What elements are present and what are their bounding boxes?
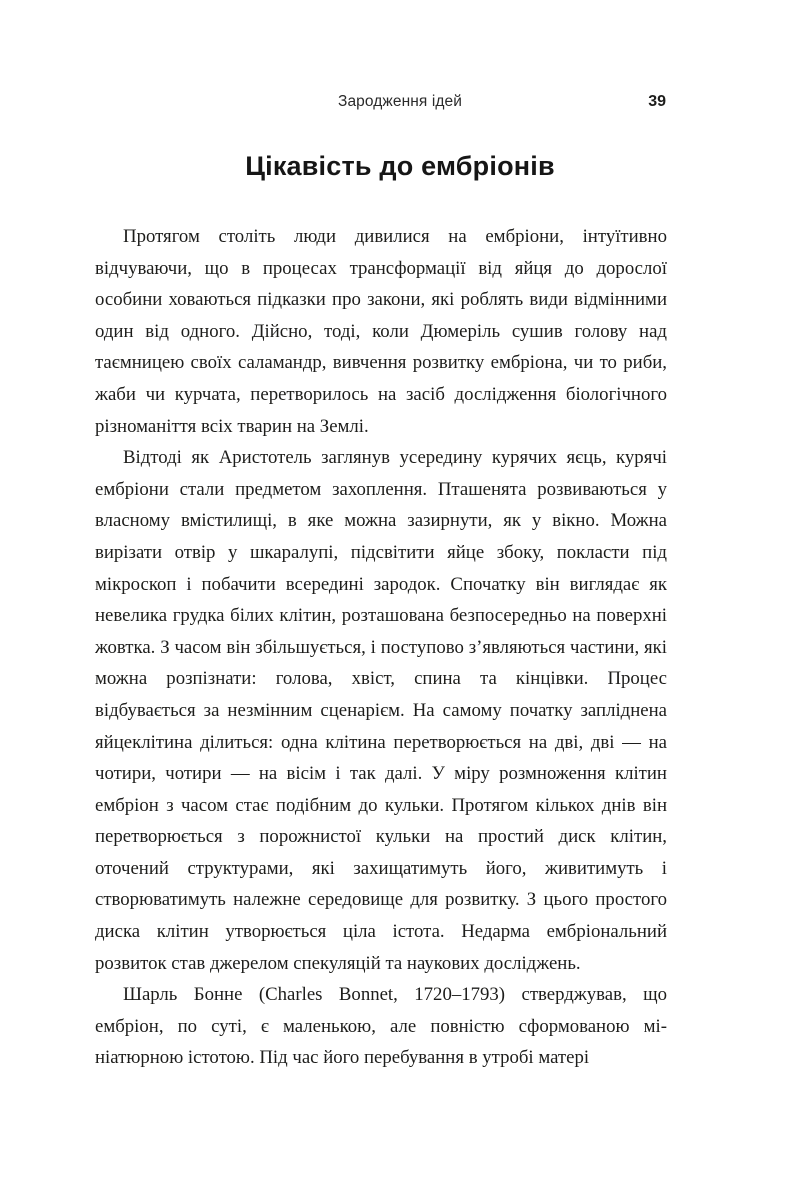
paragraph: Протягом століть люди дивилися на ембріони, інтуїтивно відчуваючи, що в процесах трансформації від яйця до дорослої особини ховаються підказки про закони, які роблять види відмінними один від одного. Дійсно, тоді, коли Дюмеріль сушив голову над таємницею своїх саламандр, вивчення розвитку ембріона, чи то риби, жаби чи курчата, перетворилось на засіб дослідження біологічного різноманіття всіх тварин на Землі. xyxy=(95,226,667,437)
body-text xyxy=(95,221,667,1074)
running-header xyxy=(0,88,800,116)
page-number: 39 xyxy=(648,93,666,110)
running-title: Зародження ідей xyxy=(337,93,462,110)
paragraph: Шарль Бонне (Charles Bonnet, 1720–1793) стверджував, що ембріон, по суті, є маленькою, але повністю сформованою мініатюрною істотою. Під час його перебування в утробі матері xyxy=(95,984,667,1069)
section-title: Цікавість до ембріонів xyxy=(245,151,555,181)
paragraph: Відтоді як Аристотель заглянув усередину курячих яєць, курячі ембріони стали предметом захоплення. Пташенята розвиваються у власному вмістилищі, в яке можна зазирнути, як у вікно. Можна вирізати отвір у шкаралупі, підсвітити яйце збоку, покласти під мікроскоп і побачити всередині зародок. Спочатку він виглядає як невелика грудка білих клітин, розташована безпосередньо на поверхні жовтка. З часом він збільшується, і поступово з’являються частини, які можна розпізнати: голова, хвіст, спина та кінцівки. Процес відбувається за незмінним сценарієм. На самому початку запліднена яйцеклітина ділиться: одна клітина перетворюється на дві, дві — на чотири, чотири — на вісім і так далі. У міру розмноження клітин ембріон з часом стає подібним до кульки. Протягом кількох днів він перетворюється з порожнистої кульки на простий диск клітин, оточений структурами, які захищатимуть його, живитимуть і створюватимуть належне середовище для розвитку. З цього простого диска клітин утворюється ціла істота. Недарма ембріональний розвиток став джерелом спекуляцій та наукових досліджень. xyxy=(95,447,667,974)
